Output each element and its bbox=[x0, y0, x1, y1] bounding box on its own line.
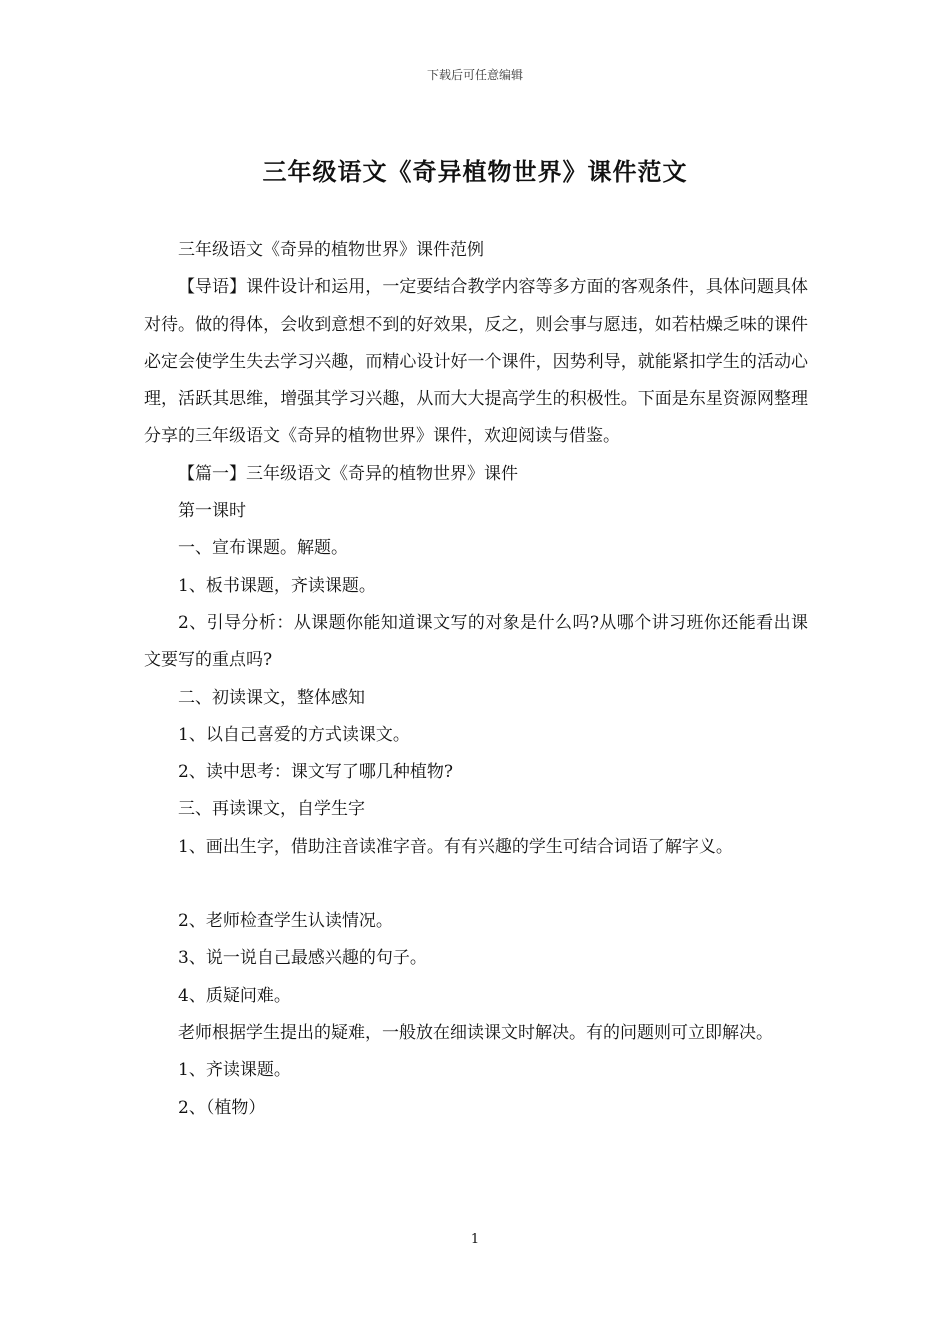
paragraph: 老师根据学生提出的疑难，一般放在细读课文时解决。有的问题则可立即解决。 bbox=[178, 1022, 773, 1043]
paragraph: 2、（植物） bbox=[178, 1097, 266, 1118]
paragraph: 二、初读课文，整体感知 bbox=[178, 687, 365, 708]
page-header-note: 下载后可任意编辑 bbox=[426, 68, 523, 82]
paragraph: 1、画出生字，借助注音读准字音。有有兴趣的学生可结合词语了解字义。 bbox=[178, 836, 733, 857]
paragraph: 【篇一】三年级语文《奇异的植物世界》课件 bbox=[178, 463, 518, 484]
document-title: 三年级语文《奇异植物世界》课件范文 bbox=[262, 157, 688, 186]
paragraph: 2、老师检查学生认读情况。 bbox=[178, 911, 393, 932]
page-number: 1 bbox=[470, 1232, 480, 1247]
paragraph: 一、宣布课题。解题。 bbox=[178, 538, 348, 559]
document-body bbox=[144, 232, 808, 1127]
paragraph: 1、板书课题，齐读课题。 bbox=[178, 575, 376, 596]
paragraph: 4、质疑问难。 bbox=[178, 985, 291, 1006]
paragraph: 1、齐读课题。 bbox=[178, 1060, 291, 1081]
paragraph: 1、以自己喜爱的方式读课文。 bbox=[178, 724, 410, 745]
paragraph: 2、读中思考：课文写了哪几种植物? bbox=[178, 762, 453, 783]
paragraph: 三年级语文《奇异的植物世界》课件范例 bbox=[178, 240, 484, 260]
paragraph: 2、引导分析：从课题你能知道课文写的对象是什么吗?从哪个讲习班你还能看出课文要写的重点吗? bbox=[144, 612, 808, 671]
paragraph: 第一课时 bbox=[178, 501, 246, 522]
paragraph: 三、再读课文，自学生字 bbox=[178, 799, 365, 820]
blank-line bbox=[144, 866, 808, 903]
paragraph: 【导语】课件设计和运用，一定要结合教学内容等多方面的客观条件，具体问题具体对待。做的得体，会收到意想不到的好效果，反之，则会事与愿违，如若枯燥乏味的课件必定会使学生失去学习兴趣，而精心设计好一个课件，因势利导，就能紧扣学生的活动心理，活跃其思维，增强其学习兴趣，从而大大提高学生的积极性。下面是东星资源网整理分享的三年级语文《奇异的植物世界》课件，欢迎阅读与借鉴。 bbox=[144, 277, 808, 447]
paragraph: 3、说一说自己最感兴趣的句子。 bbox=[178, 948, 427, 969]
